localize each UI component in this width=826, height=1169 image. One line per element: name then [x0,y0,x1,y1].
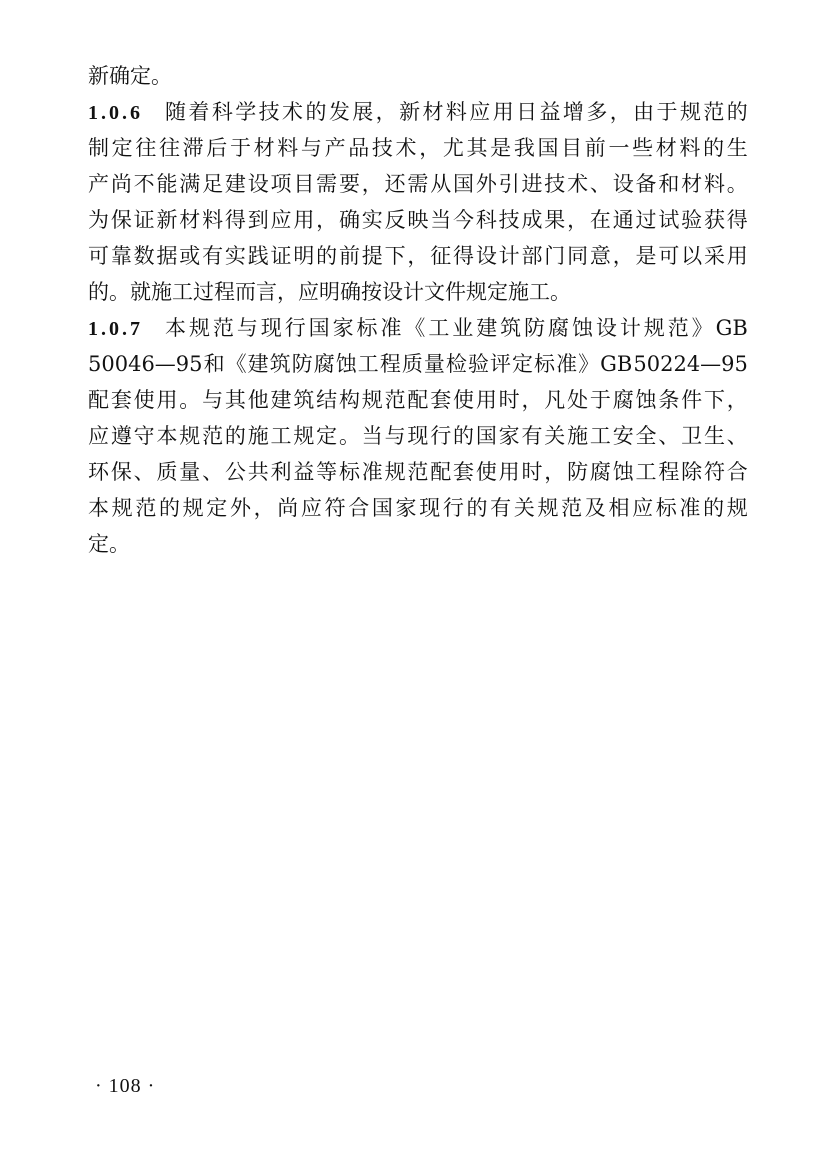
line-text: 本 规 范 与 现 行 国 家 标 准 《 工 业 建 筑 防 腐 蚀 设 计 规 范 》 GB [165,316,748,340]
line-text: 50046—95 和 《 建 筑 防 腐 蚀 工 程 质 量 检 验 评 定 标 准 》 GB 50224—95 [88,352,748,376]
page-number: · 108 · [95,1075,156,1097]
document-body [88,58,748,562]
text-line [88,58,748,94]
text-line [88,418,748,454]
line-text: 制 定 往 往 滞 后 于 材 料 与 产 品 技 术 ， 尤 其 是 我 国 目 前 一 些 材 料 的 生 [88,136,748,160]
text-line [88,202,748,238]
line-text: 随 着 科 学 技 术 的 发 展 ， 新 材 料 应 用 日 益 增 多 ， 由 于 规 范 的 [165,100,748,124]
line-text: 为 保 证 新 材 料 得 到 应 用 ， 确 实 反 映 当 今 科 技 成 果 ， 在 通 过 试 验 获 得 [88,208,748,232]
text-line [88,130,748,166]
line-text: 应 遵 守 本 规 范 的 施 工 规 定 。 当 与 现 行 的 国 家 有 关 施 工 安 全 、 卫 生 、 [88,424,748,448]
text-line [88,310,748,346]
text-line [88,94,748,130]
line-text: 新确定。 [88,64,172,88]
line-text: 定。 [88,532,130,556]
text-line [88,274,748,310]
text-line [88,238,748,274]
text-line [88,526,748,562]
text-line [88,490,748,526]
text-line [88,454,748,490]
text-line [88,346,748,382]
line-text: 的。就施工过程而言，应明确按设计文件规定施工。 [88,280,571,304]
line-text: 配 套 使 用 。 与 其 他 建 筑 结 构 规 范 配 套 使 用 时 ， 凡 处 于 腐 蚀 条 件 下 ， [88,388,748,412]
line-text: 产 尚 不 能 满 足 建 设 项 目 需 要 ， 还 需 从 国 外 引 进 技 术 、 设 备 和 材 料 。 [88,172,748,196]
line-text: 可 靠 数 据 或 有 实 践 证 明 的 前 提 下 ， 征 得 设 计 部 门 同 意 ， 是 可 以 采 用 [88,244,748,268]
clause-number: 1.0.6 [88,102,143,124]
clause-number: 1.0.7 [88,318,143,340]
line-text: 本 规 范 的 规 定 外 ， 尚 应 符 合 国 家 现 行 的 有 关 规 范 及 相 应 标 准 的 规 [88,496,748,520]
text-line [88,166,748,202]
line-text: 环 保 、 质 量 、 公 共 利 益 等 标 准 规 范 配 套 使 用 时 ， 防 腐 蚀 工 程 除 符 合 [88,460,748,484]
text-line [88,382,748,418]
